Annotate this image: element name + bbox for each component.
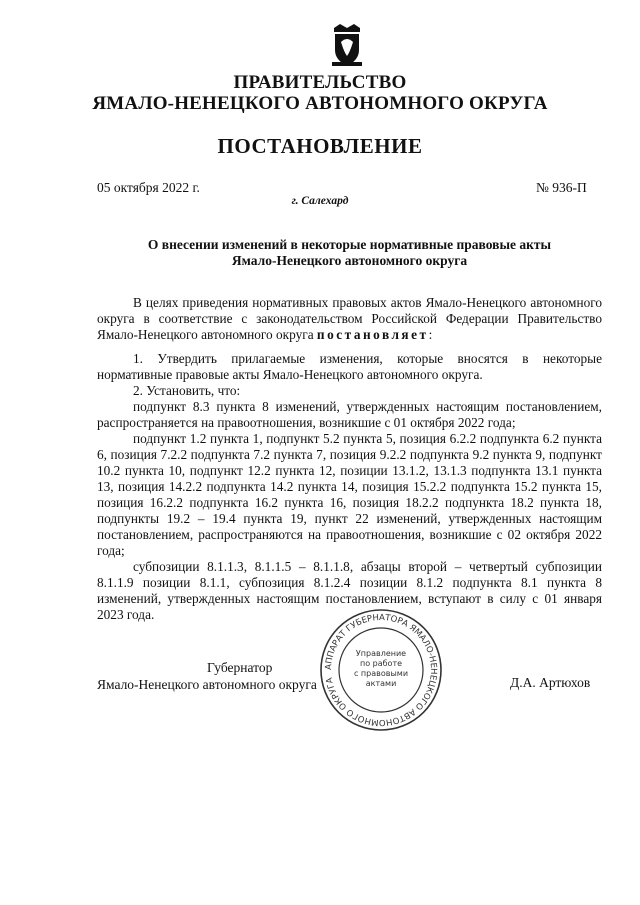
document-city: г. Салехард <box>291 195 349 207</box>
coat-of-arms-icon <box>330 22 364 68</box>
signatory-title-line-2: Ямало-Ненецкого автономного округа <box>97 677 317 692</box>
signatory-name: Д.А. Артюхов <box>510 675 591 690</box>
preamble-tail: : <box>428 327 433 342</box>
government-heading: ПРАВИТЕЛЬСТВО <box>233 72 407 93</box>
document-date: 05 октября 2022 г. <box>97 180 200 195</box>
document-subject <box>97 237 602 269</box>
preamble-text: В целях приведения нормативных правовых актов Ямало-Ненецкого автономного округа в соответствие с законодательством Российской Федерации Правительство Ямало-Ненецкого автономного округа <box>97 295 602 342</box>
stamp-center-line-4: актами <box>365 679 397 688</box>
signatory-title-line-1: Губернатор <box>207 660 273 675</box>
stamp-center-line-3: с правовыми <box>353 669 409 678</box>
item-1: 1. Утвердить прилагаемые изменения, которые вносятся в некоторые нормативные правовые акты Ямало-Ненецкого автономного округа. <box>97 351 602 382</box>
preamble-keyword: постановляет <box>316 327 429 342</box>
subject-line-1: О внесении изменений в некоторые нормативные правовые акты <box>147 237 552 252</box>
item-2-clause-1: подпункт 8.3 пункта 8 изменений, утвержденных настоящим постановлением, распространяется на правоотношения, возникшие с 01 октября 2022 года; <box>97 399 602 430</box>
stamp-center-line-1: Управление <box>355 649 407 658</box>
item-2-clause-2: подпункт 1.2 пункта 1, подпункт 5.2 пункта 5, позиция 6.2.2 подпункта 6.2 пункта 6, позиция 7.2.2 подпункта 7.2 пункта 7, позиция 9.2.2 подпункта 9.2 пункта 9, подпункт 10.2 пункта 10, подпункт 12.2 пункта 12, позиции 13.1.2, 13.1.3 подпункта 13.1 пункта 13, позиция 14.2.2 подпункта 14.2 пункта 14, позиция 15.2.2 подпункта 15.2 пункта 15, позиция 16.2.2 подпункта 16.2 пункта 16, позиция 18.2.2 подпункта 18.2 пункта 18, подпункты 19.2 – 19.4 пункта 19, пункт 22 изменений, утвержденных настоящим постановлением, распространяются на правоотношения, возникшие с 02 октября 2022 года; <box>97 431 602 558</box>
preamble <box>97 295 602 343</box>
stamp-center-line-2: по работе <box>359 659 403 668</box>
decree-items <box>97 351 602 623</box>
item-2-clause-3: субпозиции 8.1.1.3, 8.1.1.5 – 8.1.1.8, абзацы второй – четвертый субпозиции 8.1.1.9 позиции 8.1.1, субпозиция 8.1.2.4 позиции 8.1.2 подпункта 8.1 пункта 8 изменений, утвержденных настоящим постановлением, вступают в силу с 01 января 2023 года. <box>97 559 602 622</box>
official-stamp <box>316 606 446 734</box>
document-number: № 936-П <box>536 180 587 195</box>
item-2: 2. Установить, что: <box>133 383 241 398</box>
okrug-heading: ЯМАЛО-НЕНЕЦКОГО АВТОНОМНОГО ОКРУГА <box>92 93 548 114</box>
document-type-heading: ПОСТАНОВЛЕНИЕ <box>217 134 423 158</box>
stamp-ring-text: АППАРАТ ГУБЕРНАТОРА ЯМАЛО-НЕНЕЦКОГО АВТОНОМНОГО ОКРУГА <box>323 612 439 728</box>
subject-line-2: Ямало-Ненецкого автономного округа <box>231 253 468 268</box>
